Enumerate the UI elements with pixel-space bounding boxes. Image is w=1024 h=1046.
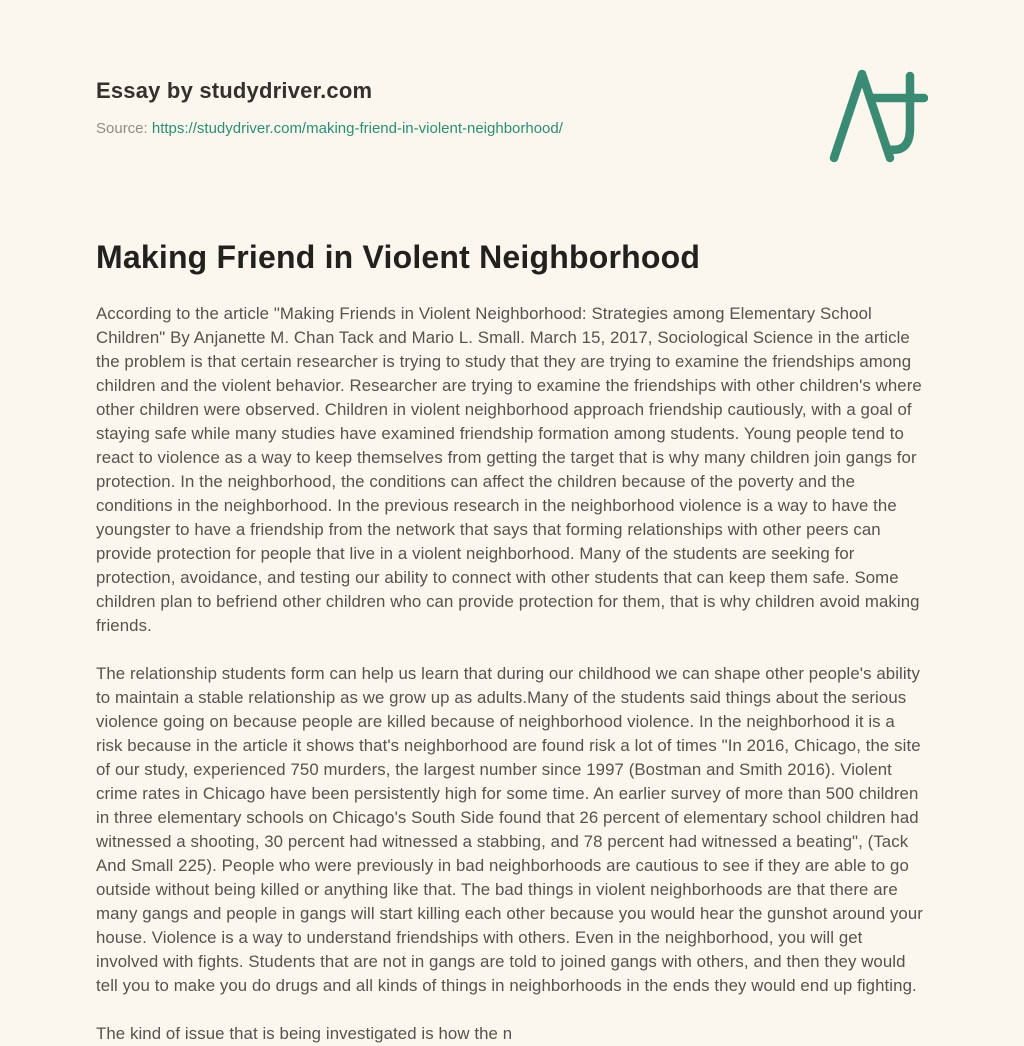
studydriver-logo-icon <box>826 68 928 164</box>
essay-body <box>96 302 926 1046</box>
essay-byline: Essay by studydriver.com <box>96 78 373 103</box>
source-link[interactable]: https://studydriver.com/making-friend-in-violent-neighborhood/ <box>151 120 563 137</box>
logo-j-stroke <box>887 76 910 150</box>
essay-paragraph: The relationship students form can help us learn that during our childhood we can shape other people's ability to maintain a stable relationship as we grow up as adults.Many of the students said things about the serious violence going on because people are killed because of neighborhood violence. In the neighborhood it is a risk because in the article it shows that's neighborhood are found risk a lot of times "In 2016, Chicago, the site of our study, experienced 750 murders, the largest number since 1997 (Bostman and Smith 2016). Violent crime rates in Chicago have been persistently high for some time. An earlier survey of more than 500 children in three elementary schools on Chicago's South Side found that 26 percent of elementary school children had witnessed a shooting, 30 percent had witnessed a stabbing, and 78 percent had witnessed a beating", (Tack And Small 225). People who were previously in bad neighborhoods are cautious to see if they are able to go outside without being killed or anything like that. The bad things in violent neighborhoods are that there are many gangs and people in gangs will start killing each other because you would hear the gunshot around your house. Violence is a way to understand friendships with others. Even in the neighborhood, you will get involved with fights. Students that are not in gangs are told to joined gangs with others, and then they would tell you to make you do drugs and all kinds of things in neighborhoods in the ends they would end up fighting. <box>96 664 923 995</box>
essay-paragraph: The kind of issue that is being investigated is how the n <box>96 1024 513 1043</box>
essay-paragraph: According to the article "Making Friends in Violent Neighborhood: Strategies among Elementary School Children" By Anjanette M. Chan Tack and Mario L. Small. March 15, 2017, Sociological Science in the article the problem is that certain researcher is trying to study that they are trying to examine the friendships among children and the violent behavior. Researcher are trying to examine the friendships with other children's where other children were observed. Children in violent neighborhood approach friendship cautiously, with a goal of staying safe while many studies have examined friendship formation among students. Young people tend to react to violence as a way to keep themselves from getting the target that is why many children join gangs for protection. In the neighborhood, the conditions can affect the children because of the poverty and the conditions in the neighborhood. In the previous research in the neighborhood violence is a way to have the youngster to have a friendship from the network that says that forming relationships with other peers can provide protection for people that live in a violent neighborhood. Many of the students are seeking for protection, avoidance, and testing our ability to connect with other students that can keep them safe. Some children plan to befriend other children who can provide protection for them, that is why children avoid making friends. <box>96 304 922 635</box>
source-label: Source: <box>96 120 148 137</box>
source-row <box>96 120 926 137</box>
logo-a-stroke <box>834 74 890 158</box>
essay-title: Making Friend in Violent Neighborhood <box>96 239 701 275</box>
